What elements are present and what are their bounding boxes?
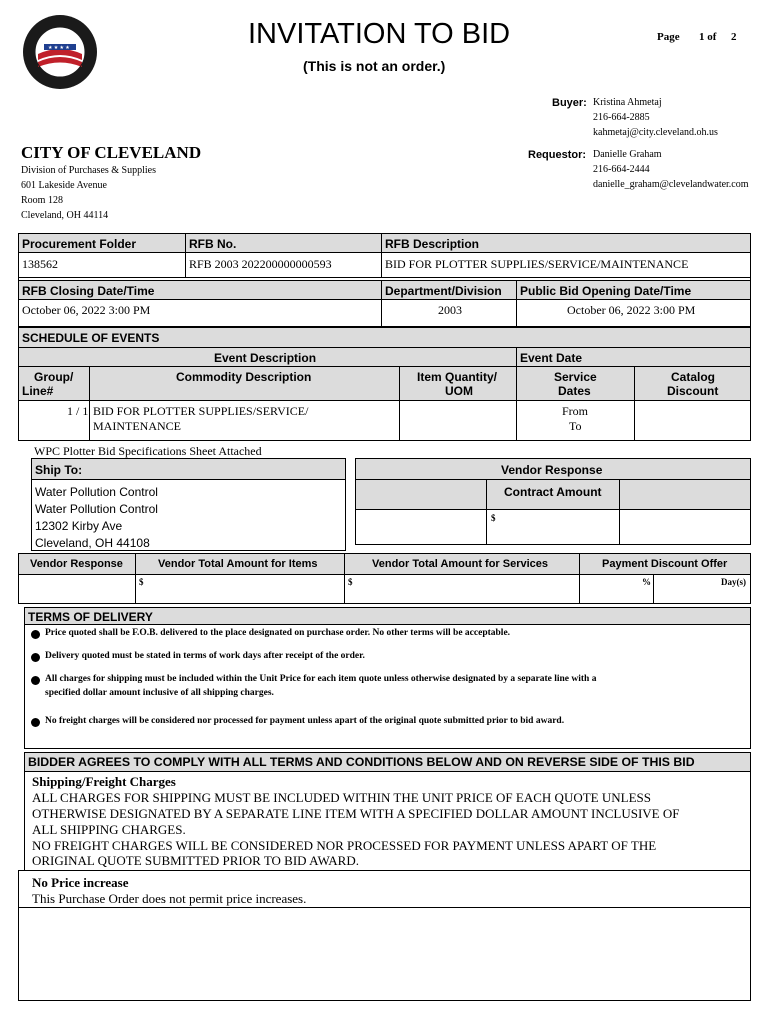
col-commodity-label: Commodity Description [176,370,312,384]
term-3b: specified dollar amount inclusive of all shipping charges. [45,688,274,698]
department-value: 2003 [438,303,462,317]
shipping-line1: ALL CHARGES FOR SHIPPING MUST BE INCLUDED WITHIN THE UNIT PRICE OF EACH QUOTE UNLESS [32,790,651,805]
table-row [18,400,90,441]
buyer-email: kahmetaj@city.cleveland.oh.us [593,127,718,138]
requestor-name: Danielle Graham [593,149,662,160]
org-line2: 601 Lakeside Avenue [21,180,107,191]
rfb-closing-label: RFB Closing Date/Time [22,284,155,298]
schedule-heading: SCHEDULE OF EVENTS [22,331,160,345]
services-dollar-sign: $ [348,577,353,587]
ship-to-label: Ship To: [35,463,83,477]
payment-discount-label: Payment Discount Offer [602,558,728,570]
bullet-icon [31,718,40,727]
row-commodity-desc-1: BID FOR PLOTTER SUPPLIES/SERVICE/ [93,404,309,418]
vendor-response-field[interactable] [18,574,136,604]
buyer-name: Kristina Ahmetaj [593,97,662,108]
ship-to-line3: 12302 Kirby Ave [35,519,123,533]
col-qty-label: Item Quantity/ [417,370,498,384]
discount-days-field[interactable] [653,574,751,604]
terms-heading: TERMS OF DELIVERY [28,610,153,624]
bid-opening-label: Public Bid Opening Date/Time [520,284,692,298]
row-from: From [562,404,589,418]
col-line-label: Line# [22,384,54,398]
col-catalog-label: Catalog [671,370,716,384]
price-increase-text: This Purchase Order does not permit price increases. [32,891,307,906]
requestor-label: Requestor: [528,149,587,161]
svg-text:★ ★ ★ ★: ★ ★ ★ ★ [48,46,70,51]
ship-to-line1: Water Pollution Control [35,485,158,499]
document-subtitle: (This is not an order.) [303,58,446,74]
price-increase-title: No Price increase [32,875,129,890]
rfb-no-value: RFB 2003 202200000000593 [189,257,332,271]
procurement-folder-label: Procurement Folder [22,237,137,251]
rfb-description-label: RFB Description [385,237,480,251]
vendor-items-field[interactable] [135,574,345,604]
ship-to-line2: Water Pollution Control [35,502,158,516]
shipping-line3: ALL SHIPPING CHARGES. [32,822,186,837]
vendor-items-label: Vendor Total Amount for Items [158,558,318,570]
document-title: INVITATION TO BID [248,18,511,50]
shipping-line2: OTHERWISE DESIGNATED BY A SEPARATE LINE ITEM WITH A SPECIFIED DOLLAR AMOUNT INCLUSIVE OF [32,806,680,821]
row-line-number: 1 / 1 [67,404,89,418]
col-uom-label: UOM [445,384,473,398]
contract-dollar-sign: $ [491,513,496,523]
vendor-response-label: Vendor Response [30,558,123,570]
contract-amount-label: Contract Amount [504,485,602,499]
term-2: Delivery quoted must be stated in terms of work days after receipt of the order. [45,651,365,661]
procurement-folder-value: 138562 [22,257,58,271]
col-group-label: Group/ [34,370,74,384]
row-commodity-desc-2: MAINTENANCE [93,419,181,433]
city-seal-logo [22,14,98,90]
shipping-line4: NO FREIGHT CHARGES WILL BE CONSIDERED NOR PROCESSED FOR PAYMENT UNLESS APART OF THE [32,838,657,853]
col-service-label: Service [554,370,597,384]
percent-sign: % [642,577,651,587]
shipping-line5: ORIGINAL QUOTE SUBMITTED PRIOR TO BID AWARD. [32,853,359,868]
rfb-closing-value: October 06, 2022 3:00 PM [22,303,151,317]
vendor-response-heading: Vendor Response [501,463,603,477]
bullet-icon [31,676,40,685]
page-number: 1 of [699,31,717,43]
requestor-email: danielle_graham@clevelandwater.com [593,179,749,190]
row-to: To [569,419,582,433]
rfb-description-value: BID FOR PLOTTER SUPPLIES/SERVICE/MAINTENANCE [385,257,689,271]
items-dollar-sign: $ [139,577,144,587]
term-1: Price quoted shall be F.O.B. delivered to the place designated on purchase order. No other terms will be acceptable. [45,628,511,638]
term-3a: All charges for shipping must be included within the Unit Price for each item quote unless otherwise designated by a separate line with a [45,674,597,684]
bullet-icon [31,630,40,639]
page-label: Page [657,31,680,43]
discount-percent-field[interactable] [579,574,654,604]
event-description-label: Event Description [214,351,317,365]
ship-to-line4: Cleveland, OH 44108 [35,536,150,550]
bullet-icon [31,653,40,662]
term-4: No freight charges will be considered nor processed for payment unless apart of the original quote submitted prior to bid award. [45,716,565,726]
vendor-services-field[interactable] [344,574,580,604]
page-total: 2 [731,31,737,43]
col-dates-label: Dates [558,384,591,398]
vendor-services-label: Vendor Total Amount for Services [372,558,549,570]
col-discount-label: Discount [667,384,719,398]
org-line3: Room 128 [21,195,63,206]
rfb-no-label: RFB No. [189,237,237,251]
requestor-phone: 216-664-2444 [593,164,650,175]
buyer-phone: 216-664-2885 [593,112,650,123]
shipping-title: Shipping/Freight Charges [32,774,176,789]
department-label: Department/Division [385,284,502,298]
org-line1: Division of Purchases & Supplies [21,165,156,176]
contract-amount-field[interactable] [486,509,620,545]
agreement-heading: BIDDER AGREES TO COMPLY WITH ALL TERMS AND CONDITIONS BELOW AND ON REVERSE SIDE OF THIS BID [28,755,695,769]
specifications-note: WPC Plotter Bid Specifications Sheet Attached [34,444,262,458]
days-label: Day(s) [721,577,746,587]
bid-opening-value: October 06, 2022 3:00 PM [567,303,696,317]
event-date-label: Event Date [520,351,583,365]
buyer-label: Buyer: [552,97,587,109]
org-name: CITY OF CLEVELAND [21,143,202,162]
org-line4: Cleveland, OH 44114 [21,210,109,221]
